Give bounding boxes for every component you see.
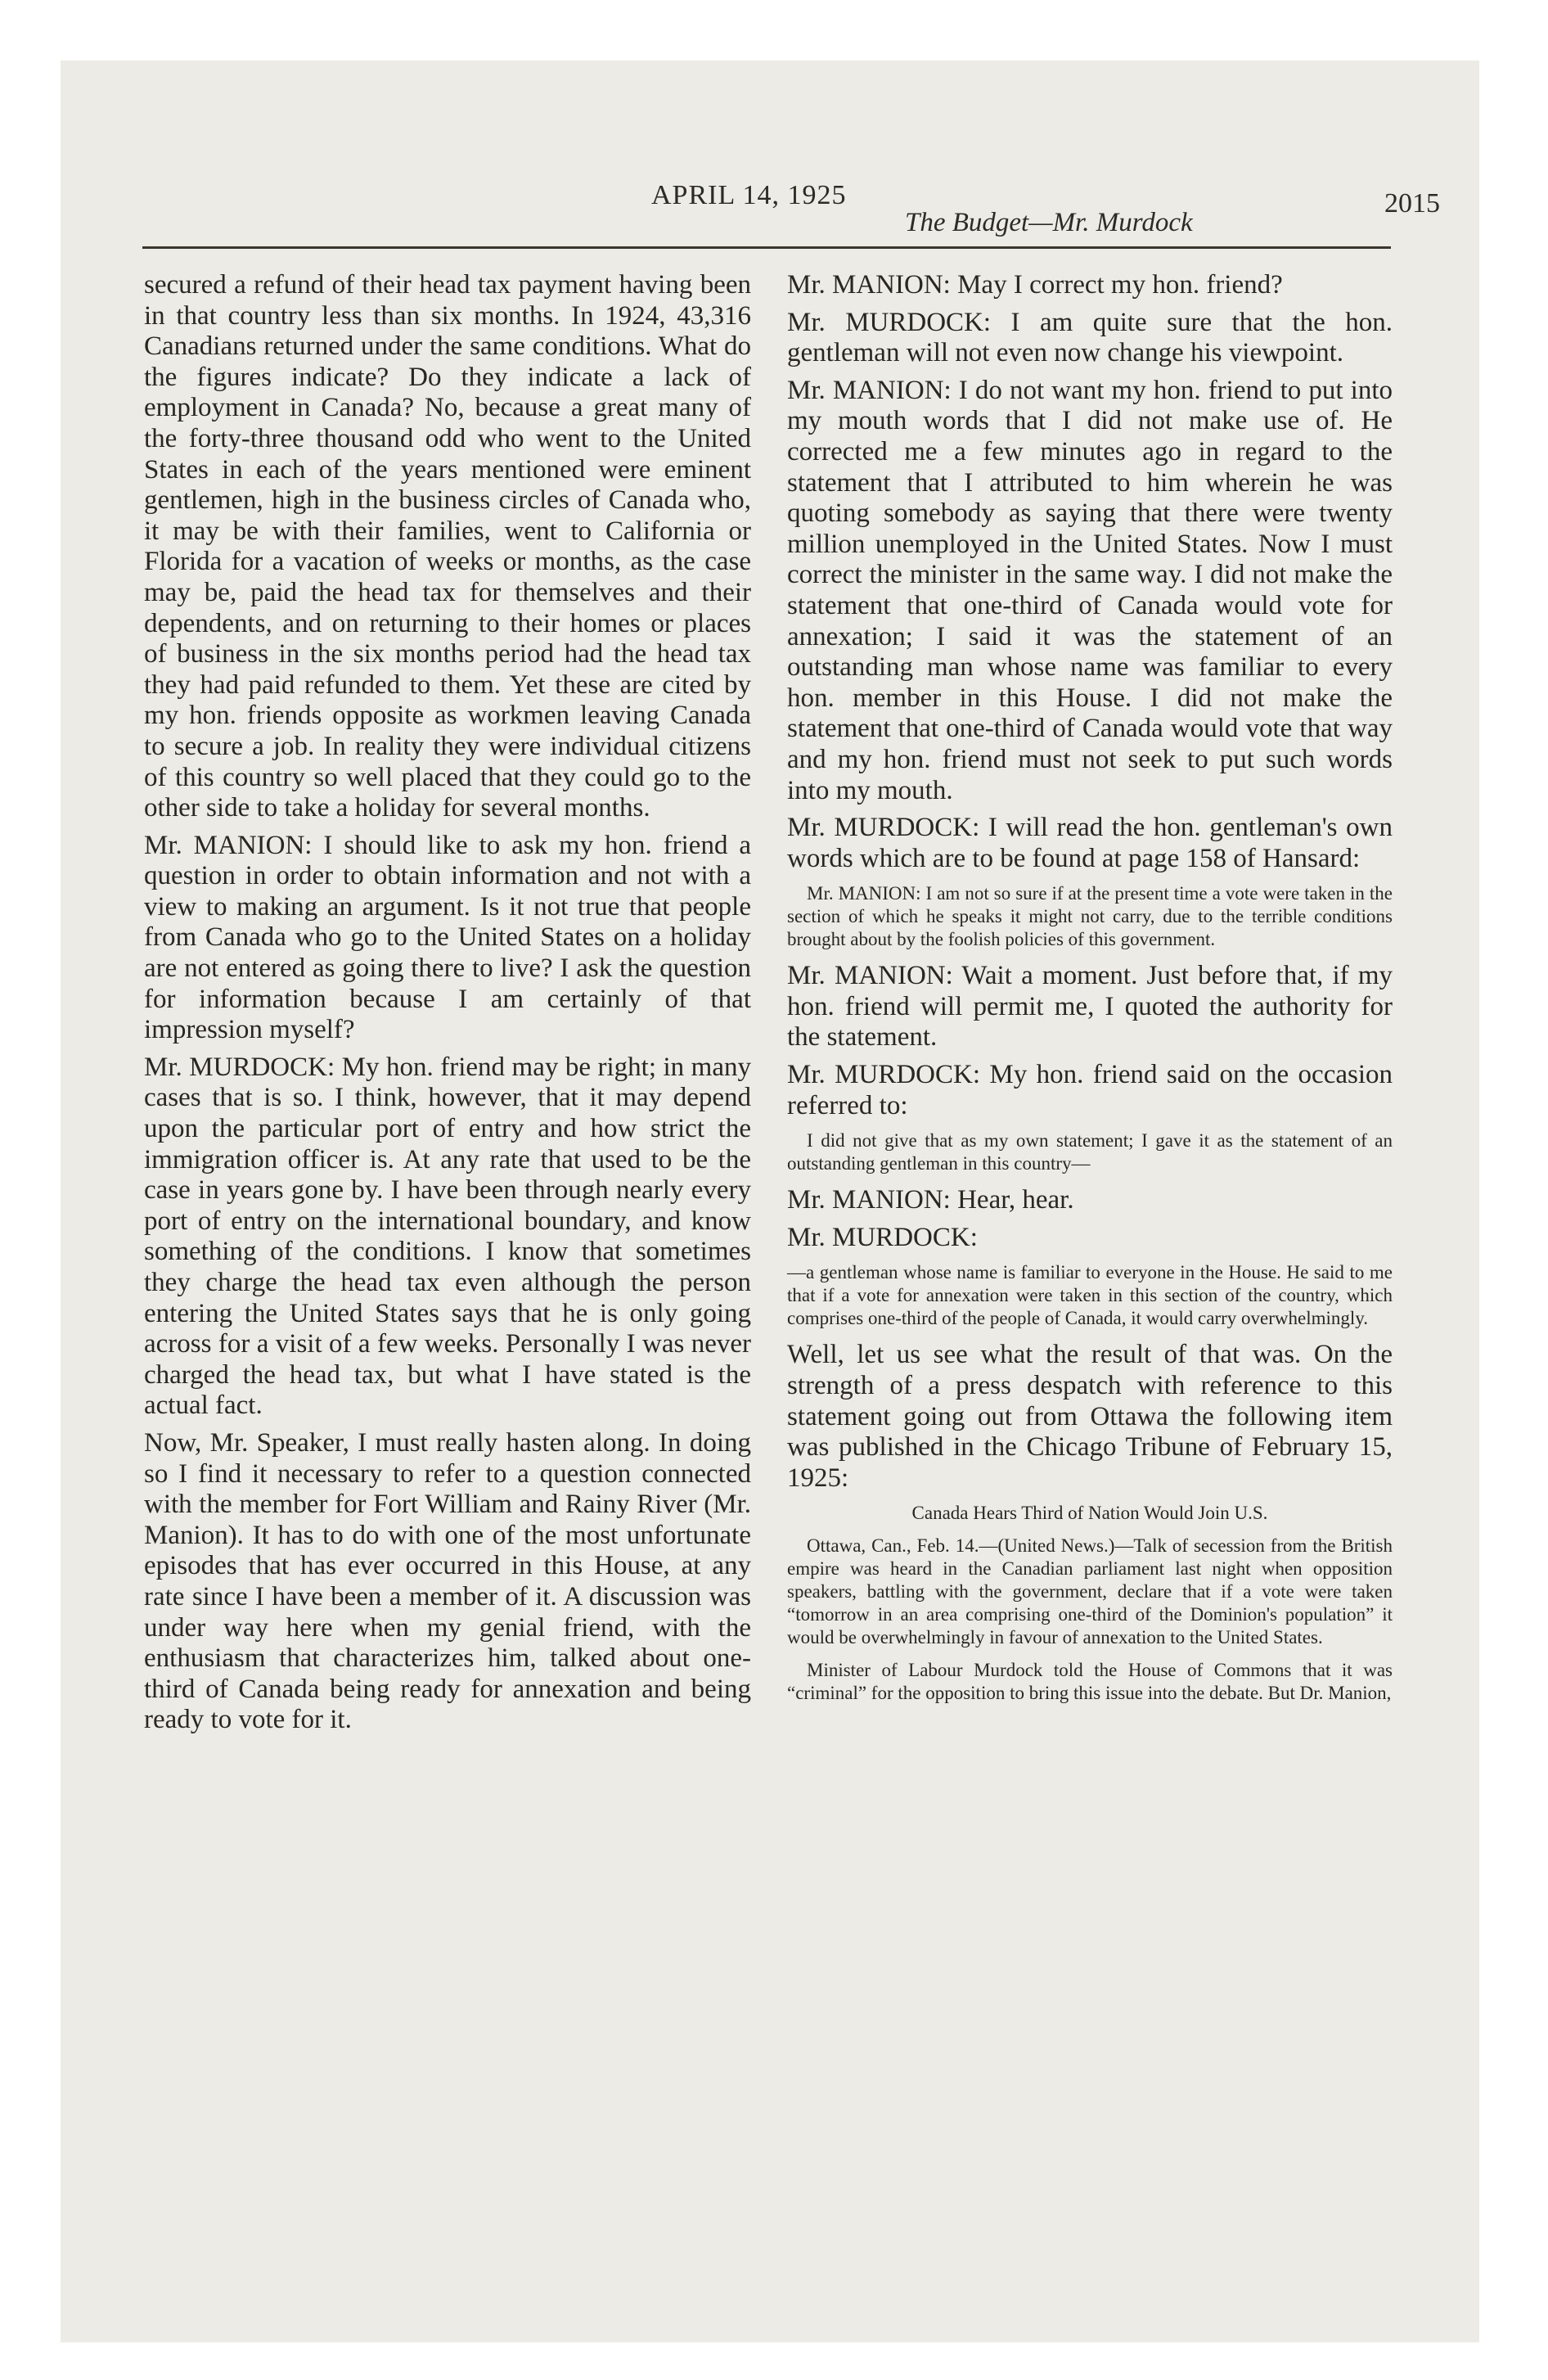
hansard-quote-1: Mr. MANION: I am not so sure if at the present time a vote were taken in the section of which he speaks it might not carry, due to the terrible conditions brought about by the foolish policies of this government. (787, 883, 1393, 950)
left-paragraph-2: Mr. MANION: I should like to ask my hon. friend a question in order to obtain information and not with a view to making an argument. Is it not true that people from Canada who go to the United States on a holiday are not entered as going there to live? I ask the question for information because I am certainly of that impression myself? (144, 830, 751, 1045)
left-paragraph-1: secured a refund of their head tax payment having been in that country less than six months. In 1924, 43,316 Canadians returned under the same conditions. What do the figures indicate? Do they indicate a lack of employment in Canada? No, because a great many of the forty-three thousand odd who went to the United States in each of the years mentioned were eminent gentlemen, high in the business circles of Canada who, it may be with their families, went to California or Florida for a vacation of weeks or months, as the case may be, paid the head tax for themselves and their dependents, and on returning to their homes or places of business in the six months period had the head tax they had paid refunded to them. Yet these are cited by my hon. friends opposite as workmen leaving Canada to secure a job. In reality they were individual citizens of this country so well placed that they could go to the other side to take a holiday for several months. (144, 270, 751, 823)
tribune-paragraph-2: Minister of Labour Murdock told the House of Commons that it was “criminal” for the opposition to bring this issue into the debate. But Dr. Manion, (787, 1660, 1393, 1704)
tribune-headline: Canada Hears Third of Nation Would Join U.S. (911, 1503, 1268, 1524)
right-paragraph-6: Mr. MURDOCK: My hon. friend said on the occasion referred to: (787, 1060, 1393, 1120)
page-number: 2015 (1384, 188, 1440, 219)
right-paragraph-3: Mr. MANION: I do not want my hon. friend to put into my mouth words that I did not make use of. He corrected me a few minutes ago in regard to the statement that I attributed to him wherein he was quoting somebody as saying that there were twenty million unemployed in the United States. Now I must correct the minister in the same way. I did not make the statement that one-third of Canada would vote for annexation; I said it was the statement of an outstanding man whose name was familiar to every hon. member in this House. I did not make the statement that one-third of Canada would vote that way and my hon. friend must not seek to put such words into my mouth. (787, 375, 1393, 805)
header-rule (142, 246, 1391, 249)
right-paragraph-9: Well, let us see what the result of that was. On the strength of a press despatch with reference to this statement going out from Ottawa the following item was published in the Chicago Tribune of February 15, 1925: (787, 1340, 1393, 1493)
left-paragraph-4: Now, Mr. Speaker, I must really hasten along. In doing so I find it necessary to refer to a question connected with the member for Fort William and Rainy River (Mr. Manion). It has to do with one of the most unfortunate episodes that has ever occurred in this House, at any rate since I have been a member of it. A discussion was under way here when my genial friend, with the enthusiasm that characterizes him, talked about one-third of Canada being ready for annexation and being ready to vote for it. (144, 1427, 751, 1735)
left-paragraph-3: Mr. MURDOCK: My hon. friend may be right; in many cases that is so. I think, however, that it may depend upon the particular port of entry and how strict the immigration officer is. At any rate that used to be the case in years gone by. I have been through nearly every port of entry on the international boundary, and know something of the conditions. I know that sometimes they charge the head tax even although the person entering the United States says that he is only going across for a visit of a few weeks. Personally I was never charged the head tax, but what I have stated is the actual fact. (144, 1052, 751, 1421)
right-column (787, 270, 1393, 1715)
right-paragraph-5: Mr. MANION: Wait a moment. Just before that, if my hon. friend will permit me, I quoted the authority for the statement. (787, 961, 1393, 1053)
hansard-quote-2: I did not give that as my own statement; I gave it as the statement of an outstanding gentleman in this country— (787, 1130, 1393, 1174)
tribune-paragraph-1: Ottawa, Can., Feb. 14.—(United News.)—Talk of secession from the British empire was heard in the Canadian parliament last night when opposition speakers, battling with the government, declare that if a vote were taken “tomorrow in an area comprising one-third of the Dominion's population” it would be overwhelmingly in favour of annexation to the United States. (787, 1535, 1393, 1648)
header-date: APRIL 14, 1925 (651, 180, 847, 210)
page-header (80, 123, 1481, 246)
header-subtitle: The Budget—Mr. Murdock (905, 208, 1193, 237)
hansard-quote-3: —a gentleman whose name is familiar to everyone in the House. He said to me that if a vote for annexation were taken in this section of the country, which comprises one-third of the people of Canada, it would carry overwhelmingly. (787, 1262, 1393, 1329)
left-column (144, 270, 751, 1742)
right-paragraph-7: Mr. MANION: Hear, hear. (787, 1185, 1074, 1215)
right-paragraph-4: Mr. MURDOCK: I will read the hon. gentleman's own words which are to be found at page 158 of Hansard: (787, 813, 1393, 873)
right-paragraph-2: Mr. MURDOCK: I am quite sure that the hon. gentleman will not even now change his viewpoint. (787, 307, 1393, 368)
right-paragraph-1: Mr. MANION: May I correct my hon. friend? (787, 270, 1283, 300)
right-paragraph-8: Mr. MURDOCK: (787, 1222, 978, 1252)
